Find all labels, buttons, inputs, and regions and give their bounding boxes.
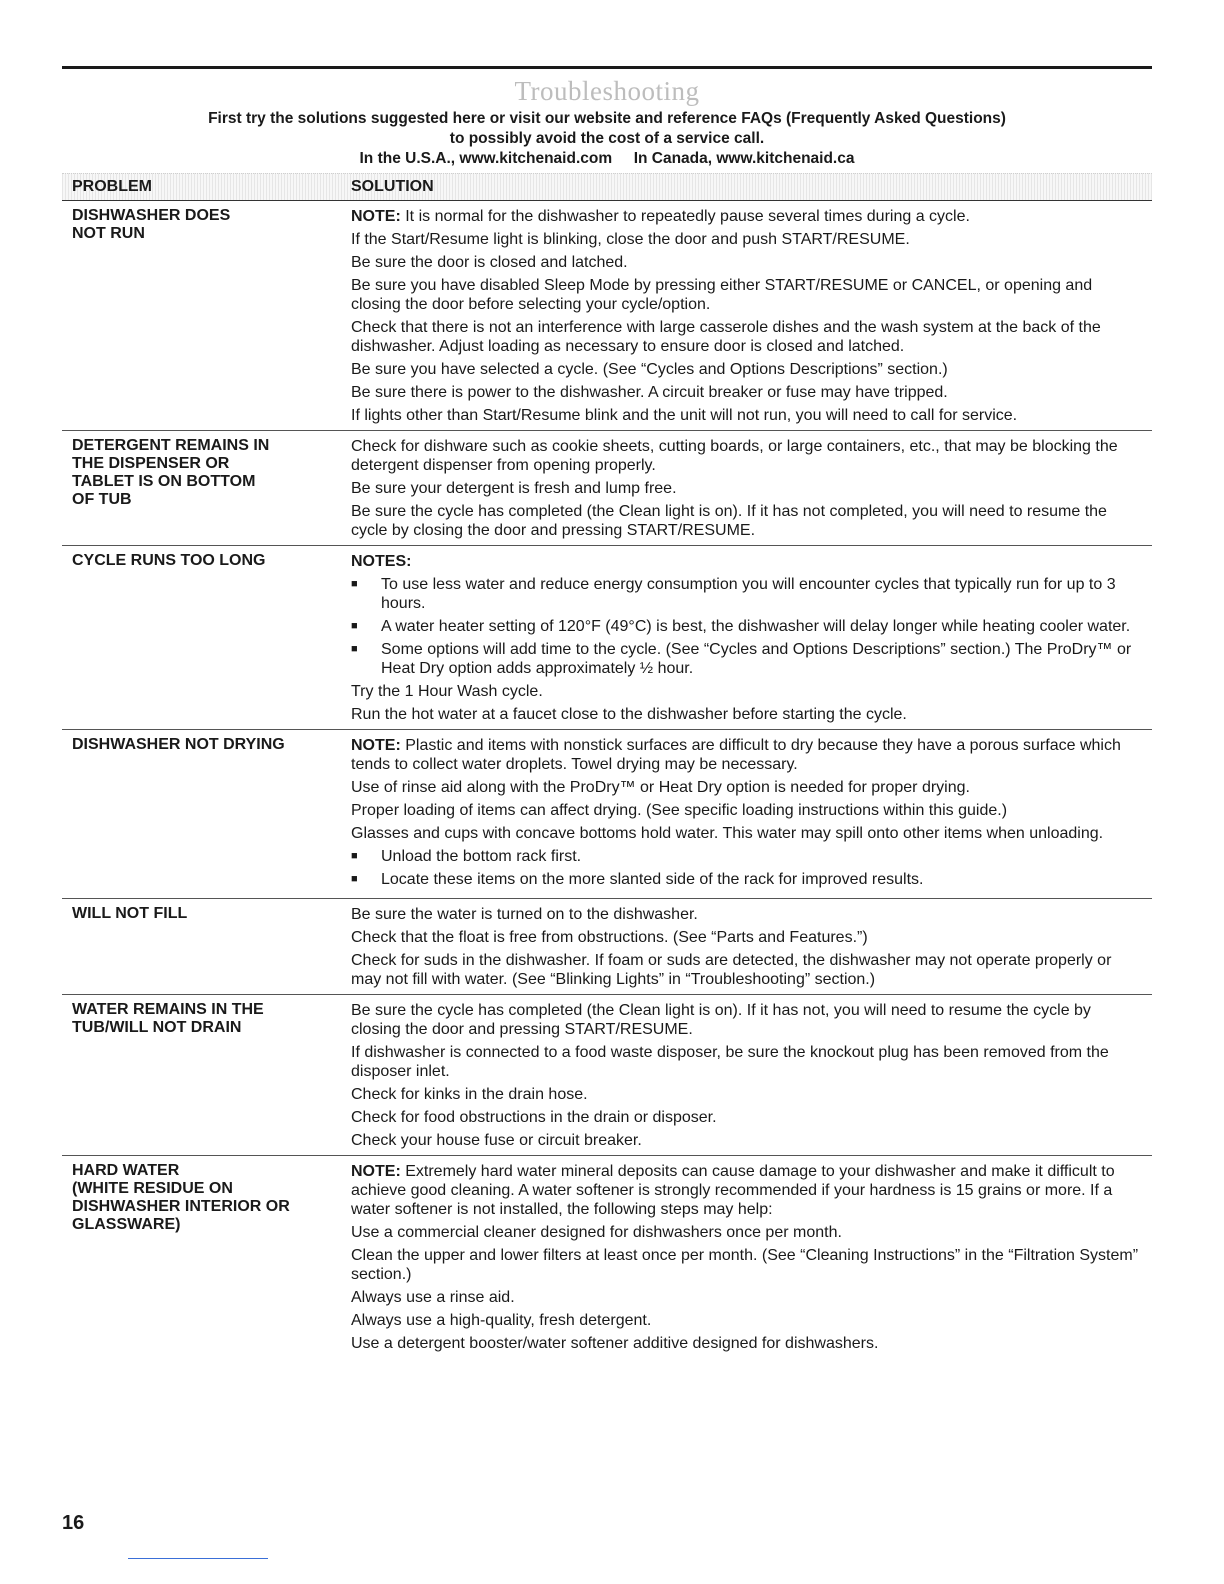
note-label: NOTES: [351,553,412,570]
solution-text: Check that there is not an interference with large casserole dishes and the wash system at the back of the dishwasher. Adjust loading as necessary to ensure door is closed and latched. [351,319,1101,355]
table-row [62,899,1152,995]
header-problem: PROBLEM [72,178,152,195]
bullet-text: To use less water and reduce energy consumption you will encounter cycles that typically run for up to 3 hours. [381,576,1116,612]
problem-line: TUB/WILL NOT DRAIN [72,1019,242,1036]
intro-line-1: First try the solutions suggested here or visit our website and reference FAQs (Frequently Asked Questions) [208,110,1006,127]
bullet-text: Unload the bottom rack first. [381,848,582,865]
solution-text: Be sure the door is closed and latched. [351,254,628,271]
solution-paragraph [351,736,1142,774]
solution-text: It is normal for the dishwasher to repeatedly pause several times during a cycle. [400,208,970,225]
bullet-item [351,640,1142,678]
bullet-square-icon: ■ [351,620,358,632]
solution-text: Try the 1 Hour Wash cycle. [351,683,543,700]
solution-text: Plastic and items with nonstick surfaces are difficult to dry because they have a porous surface which tends to collect water droplets. Towel drying may be necessary. [351,737,1121,773]
solution-paragraph [351,1108,1142,1127]
solution-text: Be sure the cycle has completed (the Clean light is on). If it has not, you will need to resume the cycle by closing the door and pressing START/RESUME. [351,1002,1091,1038]
bullet-text: A water heater setting of 120°F (49°C) is best, the dishwasher will delay longer while heating cooler water. [381,618,1131,635]
problem-line: WILL NOT FILL [72,905,188,922]
problem-cell [62,905,351,989]
solution-cell [351,207,1152,425]
solution-cell [351,1162,1152,1353]
solution-cell [351,552,1152,724]
solution-paragraph [351,1288,1142,1307]
solution-paragraph [351,778,1142,797]
intro-line-3 [62,149,1152,169]
solution-text: If dishwasher is connected to a food waste disposer, be sure the knockout plug has been removed from the disposer inlet. [351,1044,1109,1080]
solution-text: If the Start/Resume light is blinking, close the door and push START/RESUME. [351,231,910,248]
problem-line: TABLET IS ON BOTTOM [72,473,256,490]
note-label: NOTE: [351,1163,401,1180]
solution-paragraph [351,406,1142,425]
bullet-square-icon: ■ [351,578,358,590]
solution-cell [351,905,1152,989]
solution-text: Use a commercial cleaner designed for dishwashers once per month. [351,1224,842,1241]
table-row [62,730,1152,899]
note-label: NOTE: [351,208,401,225]
problem-cell [62,736,351,893]
problem-line: DISHWASHER INTERIOR OR [72,1198,290,1215]
solution-text: Glasses and cups with concave bottoms hold water. This water may spill onto other items when unloading. [351,825,1104,842]
solution-text: Be sure the water is turned on to the dishwasher. [351,906,698,923]
problem-line: HARD WATER [72,1162,180,1179]
table-row [62,546,1152,730]
canada-website-link[interactable]: In Canada, www.kitchenaid.ca [633,150,855,167]
troubleshooting-page [62,66,1152,1358]
solution-paragraph [351,824,1142,843]
solution-paragraph [351,951,1142,989]
intro-text [62,109,1152,169]
solution-paragraph [351,1043,1142,1081]
solution-text: Check for dishware such as cookie sheets, cutting boards, or large containers, etc., that may be blocking the detergent dispenser from opening properly. [351,438,1118,474]
solution-text: Be sure you have disabled Sleep Mode by pressing either START/RESUME or CANCEL, or opening and closing the door before selecting your cycle/option. [351,277,1093,313]
solution-paragraph [351,1311,1142,1330]
table-row [62,1156,1152,1358]
bottom-mark [128,1558,268,1559]
solution-text: Always use a rinse aid. [351,1289,515,1306]
solution-text: Be sure there is power to the dishwasher. A circuit breaker or fuse may have tripped. [351,384,948,401]
solution-paragraph [351,1162,1142,1219]
solution-paragraph [351,1334,1142,1353]
problem-line: WATER REMAINS IN THE [72,1001,264,1018]
solution-paragraph [351,479,1142,498]
solution-paragraph [351,276,1142,314]
solution-text: Be sure your detergent is fresh and lump free. [351,480,677,497]
problem-line: THE DISPENSER OR [72,455,230,472]
bullet-square-icon: ■ [351,850,358,862]
problem-line: DETERGENT REMAINS IN [72,437,270,454]
table-row [62,201,1152,431]
problem-line: (WHITE RESIDUE ON [72,1180,233,1197]
solution-text: Check your house fuse or circuit breaker. [351,1132,642,1149]
solution-cell [351,437,1152,540]
solution-text: Check for kinks in the drain hose. [351,1086,588,1103]
us-website-link[interactable]: In the U.S.A., www.kitchenaid.com [359,150,613,167]
solution-paragraph [351,801,1142,820]
note-label: NOTE: [351,737,401,754]
solution-paragraph [351,1085,1142,1104]
problem-cell [62,207,351,425]
solution-paragraph [351,318,1142,356]
solution-text: Run the hot water at a faucet close to the dishwasher before starting the cycle. [351,706,907,723]
problem-line: DISHWASHER DOES [72,207,231,224]
problem-line: DISHWASHER NOT DRYING [72,736,285,753]
problem-cell [62,1001,351,1150]
solution-text: Check for suds in the dishwasher. If foam or suds are detected, the dishwasher may not operate properly or may not fill with water. (See “Blinking Lights” in “Troubleshooting” section.) [351,952,1112,988]
solution-paragraph [351,207,1142,226]
solution-text: Clean the upper and lower filters at least once per month. (See “Cleaning Instructions” in the “Filtration System” section.) [351,1247,1139,1283]
solution-text: Check that the float is free from obstructions. (See “Parts and Features.”) [351,929,868,946]
problem-line: GLASSWARE) [72,1216,181,1233]
solution-paragraph [351,230,1142,249]
top-rule [62,66,1152,69]
solution-text: Use of rinse aid along with the ProDry™ or Heat Dry option is needed for proper drying. [351,779,970,796]
solution-paragraph [351,360,1142,379]
solution-text: Extremely hard water mineral deposits can cause damage to your dishwasher and make it difficult to achieve good cleaning. A water softener is strongly recommended if your hardness is 15 grains or more. If a water softener is not installed, the following steps may help: [351,1163,1115,1218]
solution-text: Be sure you have selected a cycle. (See “Cycles and Options Descriptions” section.) [351,361,948,378]
bullet-item [351,575,1142,613]
table-row [62,431,1152,546]
solution-paragraph [351,253,1142,272]
problem-line: OF TUB [72,491,132,508]
bullet-text: Locate these items on the more slanted side of the rack for improved results. [381,871,924,888]
solution-paragraph [351,502,1142,540]
solution-text: Proper loading of items can affect drying. (See specific loading instructions within this guide.) [351,802,1008,819]
bullet-text: Some options will add time to the cycle. (See “Cycles and Options Descriptions” section.) The ProDry™ or Heat Dry option adds approximately ½ hour. [381,641,1132,677]
header-solution: SOLUTION [351,178,434,195]
problem-cell [62,552,351,724]
bullet-square-icon: ■ [351,873,358,885]
solution-cell [351,1001,1152,1150]
table-header [62,173,1152,201]
solution-text: Check for food obstructions in the drain or disposer. [351,1109,717,1126]
solution-paragraph [351,705,1142,724]
page-number: 16 [62,1512,85,1534]
bullet-item [351,870,1142,889]
problem-line: NOT RUN [72,225,145,242]
table-row [62,995,1152,1156]
solution-paragraph [351,682,1142,701]
page-title: Troubleshooting [514,76,700,106]
solution-text: If lights other than Start/Resume blink and the unit will not run, you will need to call for service. [351,407,1018,424]
solution-paragraph [351,437,1142,475]
solution-paragraph [351,1131,1142,1150]
bullet-square-icon: ■ [351,643,358,655]
solution-paragraph [351,1223,1142,1242]
troubleshooting-table [62,201,1152,1358]
bullet-item [351,847,1142,866]
bullet-item [351,617,1142,636]
solution-paragraph [351,1001,1142,1039]
problem-cell [62,1162,351,1353]
solution-text: Use a detergent booster/water softener additive designed for dishwashers. [351,1335,879,1352]
solution-paragraph [351,928,1142,947]
solution-paragraph [351,383,1142,402]
solution-text: Always use a high-quality, fresh detergent. [351,1312,652,1329]
problem-line: CYCLE RUNS TOO LONG [72,552,266,569]
intro-line-2: to possibly avoid the cost of a service call. [449,130,765,147]
solution-paragraph [351,1246,1142,1284]
solution-paragraph [351,552,1142,571]
problem-cell [62,437,351,540]
solution-cell [351,736,1152,893]
solution-text: Be sure the cycle has completed (the Clean light is on). If it has not completed, you will need to resume the cycle by closing the door and pressing START/RESUME. [351,503,1107,539]
solution-paragraph [351,905,1142,924]
